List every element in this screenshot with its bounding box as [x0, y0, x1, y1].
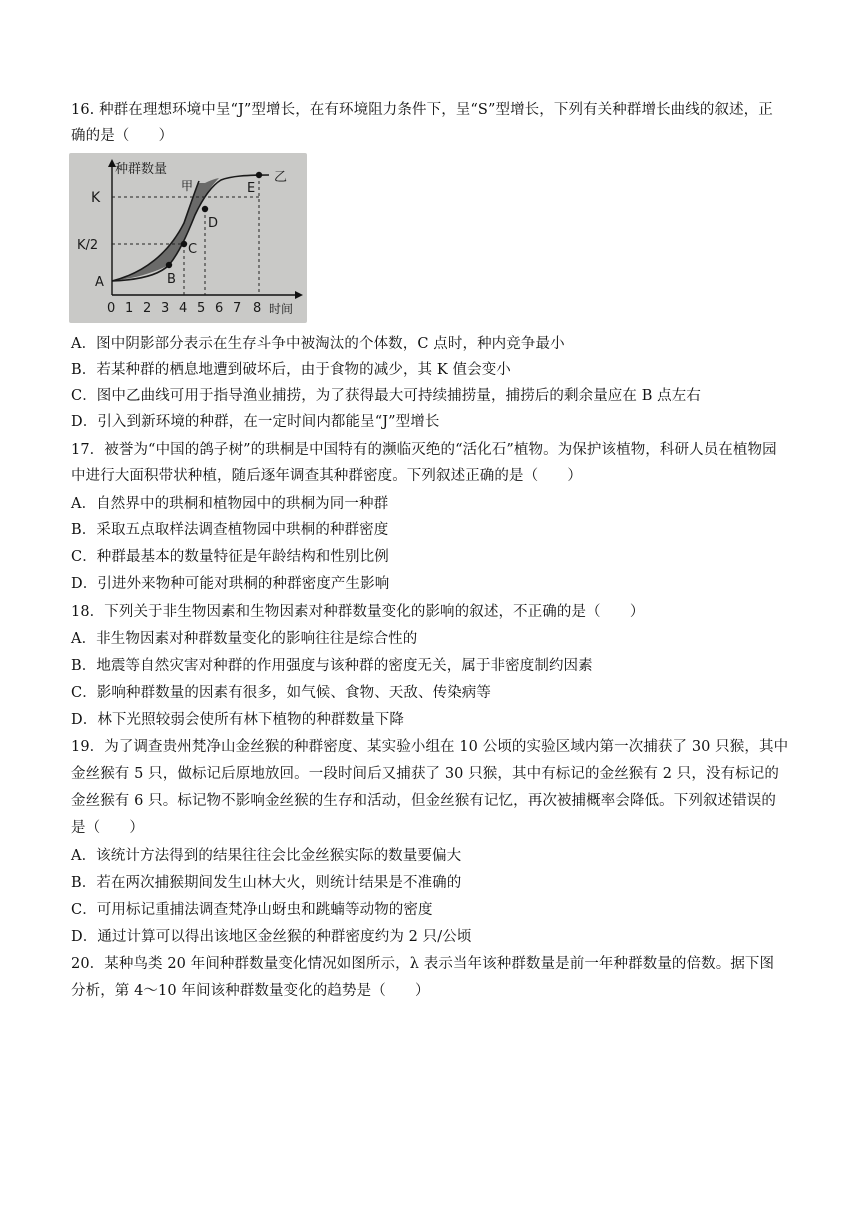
x-tick-3: 3	[161, 301, 170, 316]
point-d-label: D	[208, 216, 219, 231]
q19-option-a: A．该统计方法得到的结果往往会比金丝猴实际的数量要偏大	[71, 848, 462, 864]
y-tick-k: K	[91, 190, 101, 206]
q19-stem-line-4: 是（ ）	[71, 820, 144, 836]
q19-stem-line-3: 金丝猴有 6 只。标记物不影响金丝猴的生存和活动，但金丝猴有记忆，再次被捕概率会降低。下列叙述错误的	[71, 793, 776, 809]
q19-option-d: D．通过计算可以得出该地区金丝猴的种群密度约为 2 只/公顷	[71, 929, 472, 945]
x-tick-7: 7	[233, 301, 242, 316]
point-c	[181, 241, 187, 247]
population-growth-chart	[69, 153, 307, 323]
q17-option-b: B．采取五点取样法调查植物园中珙桐的种群密度	[71, 522, 389, 538]
q18-option-c: C．影响种群数量的因素有很多，如气候、食物、天敌、传染病等	[71, 685, 491, 701]
q16-option-d: D．引入到新环境的种群，在一定时间内都能呈“J”型增长	[71, 414, 440, 430]
q18-stem-line-1: 18．下列关于非生物因素和生物因素对种群数量变化的影响的叙述，不正确的是（ ）	[71, 604, 645, 620]
q18-option-b: B．地震等自然灾害对种群的作用强度与该种群的密度无关，属于非密度制约因素	[71, 658, 593, 674]
q17-option-c: C．种群最基本的数量特征是年龄结构和性别比例	[71, 549, 389, 565]
q19-option-c: C．可用标记重捕法调查梵净山蚜虫和跳蝻等动物的密度	[71, 902, 433, 918]
point-c-label: C	[188, 242, 198, 257]
q20-stem-line-1: 20．某种鸟类 20 年间种群数量变化情况如图所示，λ 表示当年该种群数量是前一年种群数量的倍数。据下图	[71, 956, 775, 972]
x-tick-2: 2	[143, 301, 152, 316]
q16-option-c: C．图中乙曲线可用于指导渔业捕捞，为了获得最大可持续捕捞量，捕捞后的剩余量应在 B 点左右	[71, 388, 701, 404]
x-tick-8: 8	[253, 301, 262, 316]
point-e-label: E	[247, 181, 256, 196]
y-axis-label: 种群数量	[115, 162, 168, 177]
y-tick-k-half: K/2	[77, 238, 99, 253]
x-axis-arrow	[295, 291, 303, 299]
x-tick-4: 4	[179, 301, 188, 316]
curve-jia-label: 甲	[181, 179, 194, 193]
x-tick-0: 0	[107, 301, 116, 316]
q18-option-d: D．林下光照较弱会使所有林下植物的种群数量下降	[71, 712, 404, 728]
point-b-label: B	[167, 272, 176, 287]
x-tick-6: 6	[215, 301, 224, 316]
point-e	[256, 172, 262, 178]
q16-option-a: A．图中阴影部分表示在生存斗争中被淘汰的个体数，C 点时，种内竞争最小	[71, 336, 565, 352]
y-tick-a: A	[95, 275, 104, 290]
q19-stem-line-2: 金丝猴有 5 只，做标记后原地放回。一段时间后又捕获了 30 只猴，其中有标记的金丝猴有 2 只，没有标记的	[71, 766, 779, 782]
curve-yi-label: 乙	[274, 170, 288, 185]
q16-stem-line-2: 确的是（ ）	[71, 128, 174, 144]
q17-stem-line-1: 17．被誉为“中国的鸽子树”的珙桐是中国特有的濒临灭绝的“活化石”植物。为保护该植物，科研人员在植物园	[71, 442, 777, 458]
q17-option-a: A．自然界中的珙桐和植物园中的珙桐为同一种群	[71, 496, 389, 512]
x-tick-1: 1	[125, 301, 134, 316]
q18-option-a: A．非生物因素对种群数量变化的影响往往是综合性的	[71, 631, 418, 647]
q16-stem-line-1: 16. 种群在理想环境中呈“J”型增长，在有环境阻力条件下，呈“S”型增长，下列有关种群增长曲线的叙述，正	[71, 102, 773, 118]
q20-stem-line-2: 分析，第 4～10 年间该种群数量变化的趋势是（ ）	[71, 983, 430, 999]
q19-option-b: B．若在两次捕猴期间发生山林大火，则统计结果是不准确的	[71, 875, 462, 891]
q17-option-d: D．引进外来物种可能对珙桐的种群密度产生影响	[71, 576, 390, 592]
q17-stem-line-2: 中进行大面积带状种植，随后逐年调查其种群密度。下列叙述正确的是（ ）	[71, 468, 582, 484]
point-b	[166, 262, 172, 268]
point-d	[202, 206, 208, 212]
population-growth-figure	[69, 153, 307, 323]
q19-stem-line-1: 19．为了调查贵州梵净山金丝猴的种群密度、某实验小组在 10 公顷的实验区域内第一次捕获了 30 只猴，其中	[71, 739, 789, 755]
x-tick-5: 5	[197, 301, 206, 316]
shaded-region	[112, 178, 219, 281]
x-axis-label: 时间	[269, 302, 294, 316]
q16-option-b: B．若某种群的栖息地遭到破坏后，由于食物的减少，其 K 值会变小	[71, 362, 511, 378]
